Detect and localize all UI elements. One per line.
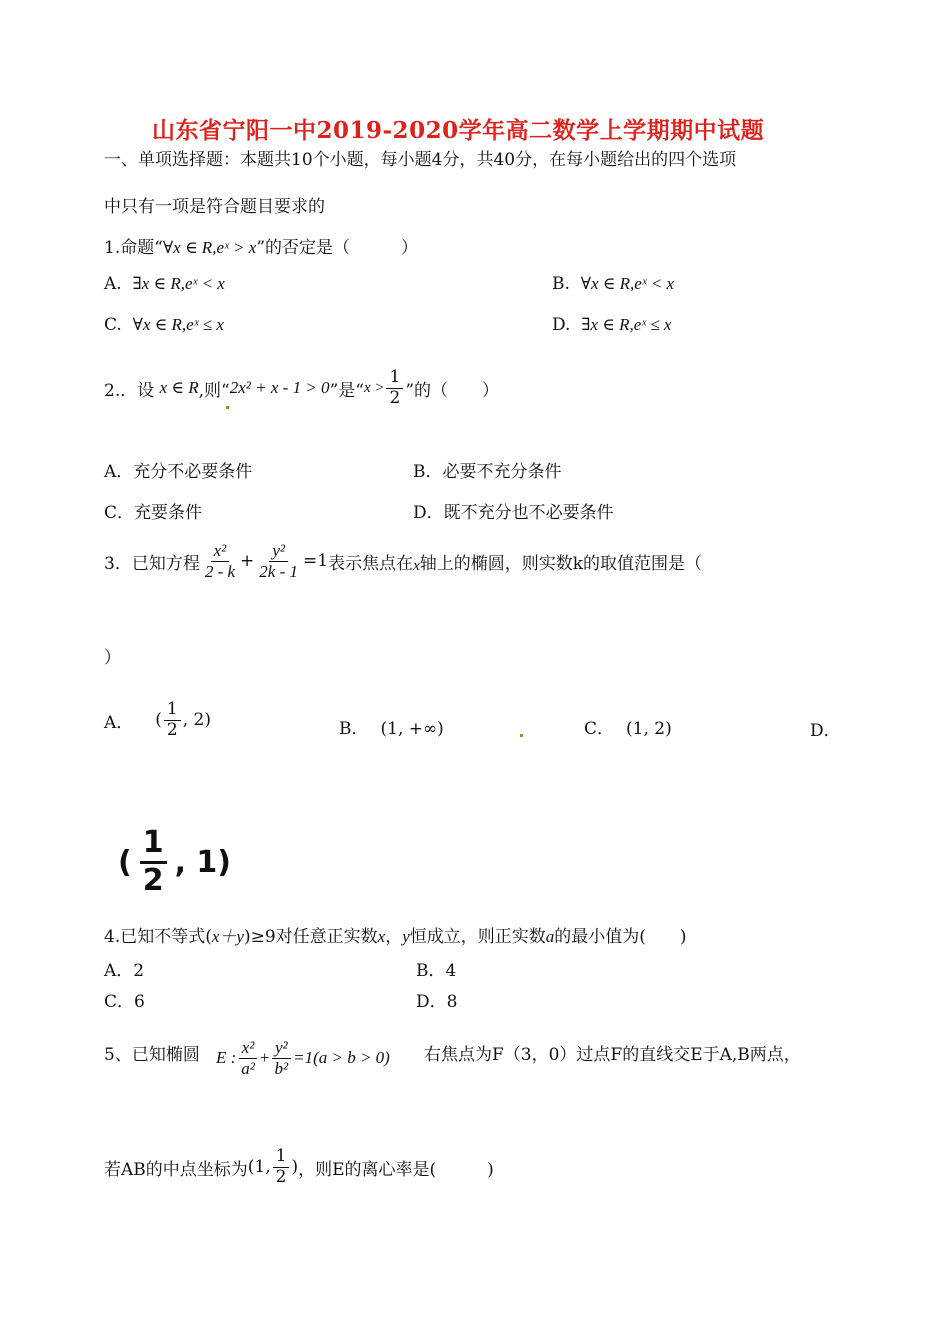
q2-stem-math1: x ∈ R: [159, 378, 199, 398]
q1-option-d-label: D.: [552, 315, 571, 335]
q3-equals: =1: [303, 551, 329, 572]
q3-option-d-numerator: 1: [140, 826, 167, 864]
q3-plus: +: [240, 551, 255, 572]
q3-fraction-2: [256, 541, 301, 581]
q3-fraction-1-numerator: x²: [211, 541, 230, 562]
question-4-stem: [104, 922, 687, 947]
q4-option-a: [104, 956, 144, 981]
q2-stem-suffix: ”的（ ）: [405, 380, 500, 401]
q5-ellipse-equation: [216, 1038, 390, 1078]
q3-option-d-denominator: 2: [142, 862, 164, 898]
q3-option-d-value: [118, 826, 231, 898]
q4-comma: ，: [385, 927, 403, 947]
q4-option-d-label: D．: [416, 992, 447, 1012]
q4-option-d-text: 8: [446, 992, 458, 1012]
q2-option-b-label: B．: [413, 462, 443, 482]
q5-fraction-1-numerator: x²: [239, 1038, 258, 1059]
q4-option-a-text: 2: [133, 961, 145, 981]
q4-stem-mid2: 恒成立，则正实数: [409, 927, 546, 947]
q5-plus: +: [259, 1048, 270, 1068]
q2-option-c: [104, 498, 202, 523]
q2-condition-fraction: [386, 368, 403, 408]
q1-option-c: [104, 315, 224, 335]
q5-midpoint-fraction: [273, 1147, 290, 1187]
q1-option-a: [104, 274, 225, 294]
q3-option-d-label: D．: [810, 721, 841, 741]
q3-option-c-text: (1, 2): [626, 719, 672, 739]
q1-stem-math: ∀x ∈ R,eˣ > x: [162, 238, 257, 257]
q4-stem-prefix: 4.已知不等式(: [104, 927, 212, 947]
q5-stem-suffix: 右焦点为F（3，0）过点F的直线交E于A,B两点，: [424, 1045, 801, 1065]
q2-option-a: [104, 457, 252, 482]
q3-option-a-rest: , 2): [182, 710, 212, 731]
q3-option-a-label: A．: [104, 712, 134, 733]
q5-midpoint-denominator: 2: [275, 1166, 287, 1187]
q5-fraction-2-numerator: y²: [272, 1038, 291, 1059]
q4-stem-suffix: 的最小值为( ): [554, 927, 687, 947]
q1-stem-prefix: 1.命题“: [104, 238, 163, 258]
q2-option-b: [413, 457, 562, 482]
q5-stem-prefix: 5、已知椭圆: [104, 1045, 200, 1065]
q3-fraction-1-denominator: 2 - k: [204, 561, 236, 581]
scan-speck: [226, 406, 229, 409]
q2-condition-denominator: 2: [389, 387, 401, 408]
section-instructions-line2: 中只有一项是符合题目要求的: [104, 197, 325, 217]
q2-option-a-text: 充分不必要条件: [133, 462, 253, 482]
q5-fraction-1: [238, 1038, 258, 1078]
q3-option-d-rest: , 1): [174, 844, 232, 880]
q1-option-b-text: ∀x ∈ R,eˣ < x: [580, 274, 675, 293]
q1-option-c-text: ∀x ∈ R,eˣ ≤ x: [132, 315, 224, 334]
q3-fraction-2-numerator: y²: [269, 541, 288, 562]
question-1-stem: [104, 233, 418, 258]
q4-option-c: [104, 987, 145, 1012]
q2-option-d: [413, 498, 614, 523]
q4-var-x: x: [377, 927, 386, 946]
q3-option-c: [584, 714, 672, 739]
q3-option-a-open: (: [155, 710, 162, 731]
q4-stem-math: x＋y: [211, 927, 244, 946]
q3-option-b: [339, 714, 444, 739]
q4-option-b: [416, 956, 456, 981]
q5-fraction-2: [272, 1038, 292, 1078]
q4-option-d: [416, 987, 457, 1012]
q5-fraction-2-denominator: b²: [274, 1058, 289, 1078]
q2-stem-prefix: 2.．设: [104, 380, 155, 401]
q3-option-a-fraction: [164, 700, 181, 740]
q3-option-d-fraction: [140, 826, 167, 898]
q2-option-b-text: 必要不充分条件: [442, 462, 562, 482]
question-2-stem: [104, 368, 499, 408]
q5-line2-prefix: 若AB的中点坐标为: [104, 1159, 248, 1180]
q3-option-c-label: C．: [584, 719, 615, 739]
q5-equals: =1(a > b > 0): [293, 1048, 390, 1068]
q4-option-b-label: B．: [416, 961, 446, 981]
q2-option-a-label: A．: [104, 462, 134, 482]
q2-condition-numerator: 1: [386, 368, 403, 389]
q2-stem-mid: ,则“: [198, 380, 230, 401]
q4-var-a: a: [545, 927, 555, 946]
q1-option-c-label: C.: [104, 315, 122, 335]
q5-line2: [104, 1147, 494, 1187]
q1-option-a-label: A.: [104, 274, 122, 294]
q3-fraction-2-denominator: 2k - 1: [259, 561, 299, 581]
q4-option-c-text: 6: [134, 992, 145, 1012]
q3-option-a: [104, 700, 211, 740]
q5-midpoint-open: (1,: [247, 1157, 271, 1178]
q4-option-a-label: A．: [104, 961, 134, 981]
q3-stem-mid: 表示焦点在: [328, 553, 414, 574]
q3-option-a-denominator: 2: [166, 719, 178, 740]
q2-stem-mid2: ”是“: [329, 380, 364, 401]
section-instructions-line1: 一、单项选择题：本题共10个小题，每小题4分，共40分，在每小题给出的四个选项: [104, 150, 737, 170]
q3-option-d-open: (: [118, 844, 132, 880]
q4-var-y: y: [402, 927, 410, 946]
q3-fraction-1: [202, 541, 238, 581]
q5-fraction-1-denominator: a²: [241, 1058, 255, 1078]
q5-line2-suffix: ，则E的离心率是( ): [298, 1159, 494, 1180]
q1-option-d: [552, 315, 671, 335]
q3-stem-prefix: 3．已知方程: [104, 553, 200, 574]
q1-option-d-text: ∃x ∈ R,eˣ ≤ x: [581, 315, 672, 334]
q3-stem-close: ）: [104, 648, 121, 668]
q3-option-b-text: (1, +∞): [380, 719, 444, 739]
q4-option-b-text: 4: [445, 961, 457, 981]
q3-stem-suffix: 轴上的椭圆，则实数k的取值范围是（: [419, 553, 703, 574]
q2-stem-math2: 2x² + x - 1 > 0: [229, 378, 330, 398]
q2-option-c-label: C．: [104, 503, 135, 523]
q5-midpoint-numerator: 1: [273, 1147, 290, 1168]
question-3-stem: [104, 541, 702, 581]
q5-midpoint-close: ): [291, 1157, 299, 1178]
q1-option-b-label: B.: [552, 274, 570, 294]
q1-option-a-text: ∃x ∈ R,eˣ < x: [132, 274, 225, 293]
q2-option-d-label: D．: [413, 503, 444, 523]
q2-condition-x: x >: [363, 379, 385, 396]
q3-option-a-numerator: 1: [164, 700, 181, 721]
q1-stem-suffix: ”的否定是（ ）: [256, 238, 419, 258]
q4-option-c-label: C．: [104, 992, 135, 1012]
q3-axis-variable: x: [413, 557, 420, 574]
q4-stem-mid: )≥9对任意正实数: [243, 927, 378, 947]
q1-option-b: [552, 274, 674, 294]
q3-option-b-label: B．: [339, 719, 369, 739]
q2-option-d-text: 既不充分也不必要条件: [443, 503, 614, 523]
page-title: 山东省宁阳一中2019-2020学年高二数学上学期期中试题: [152, 117, 765, 144]
scan-speck: [520, 734, 523, 737]
q5-e-label: E :: [216, 1048, 237, 1068]
q2-option-c-text: 充要条件: [134, 503, 203, 523]
